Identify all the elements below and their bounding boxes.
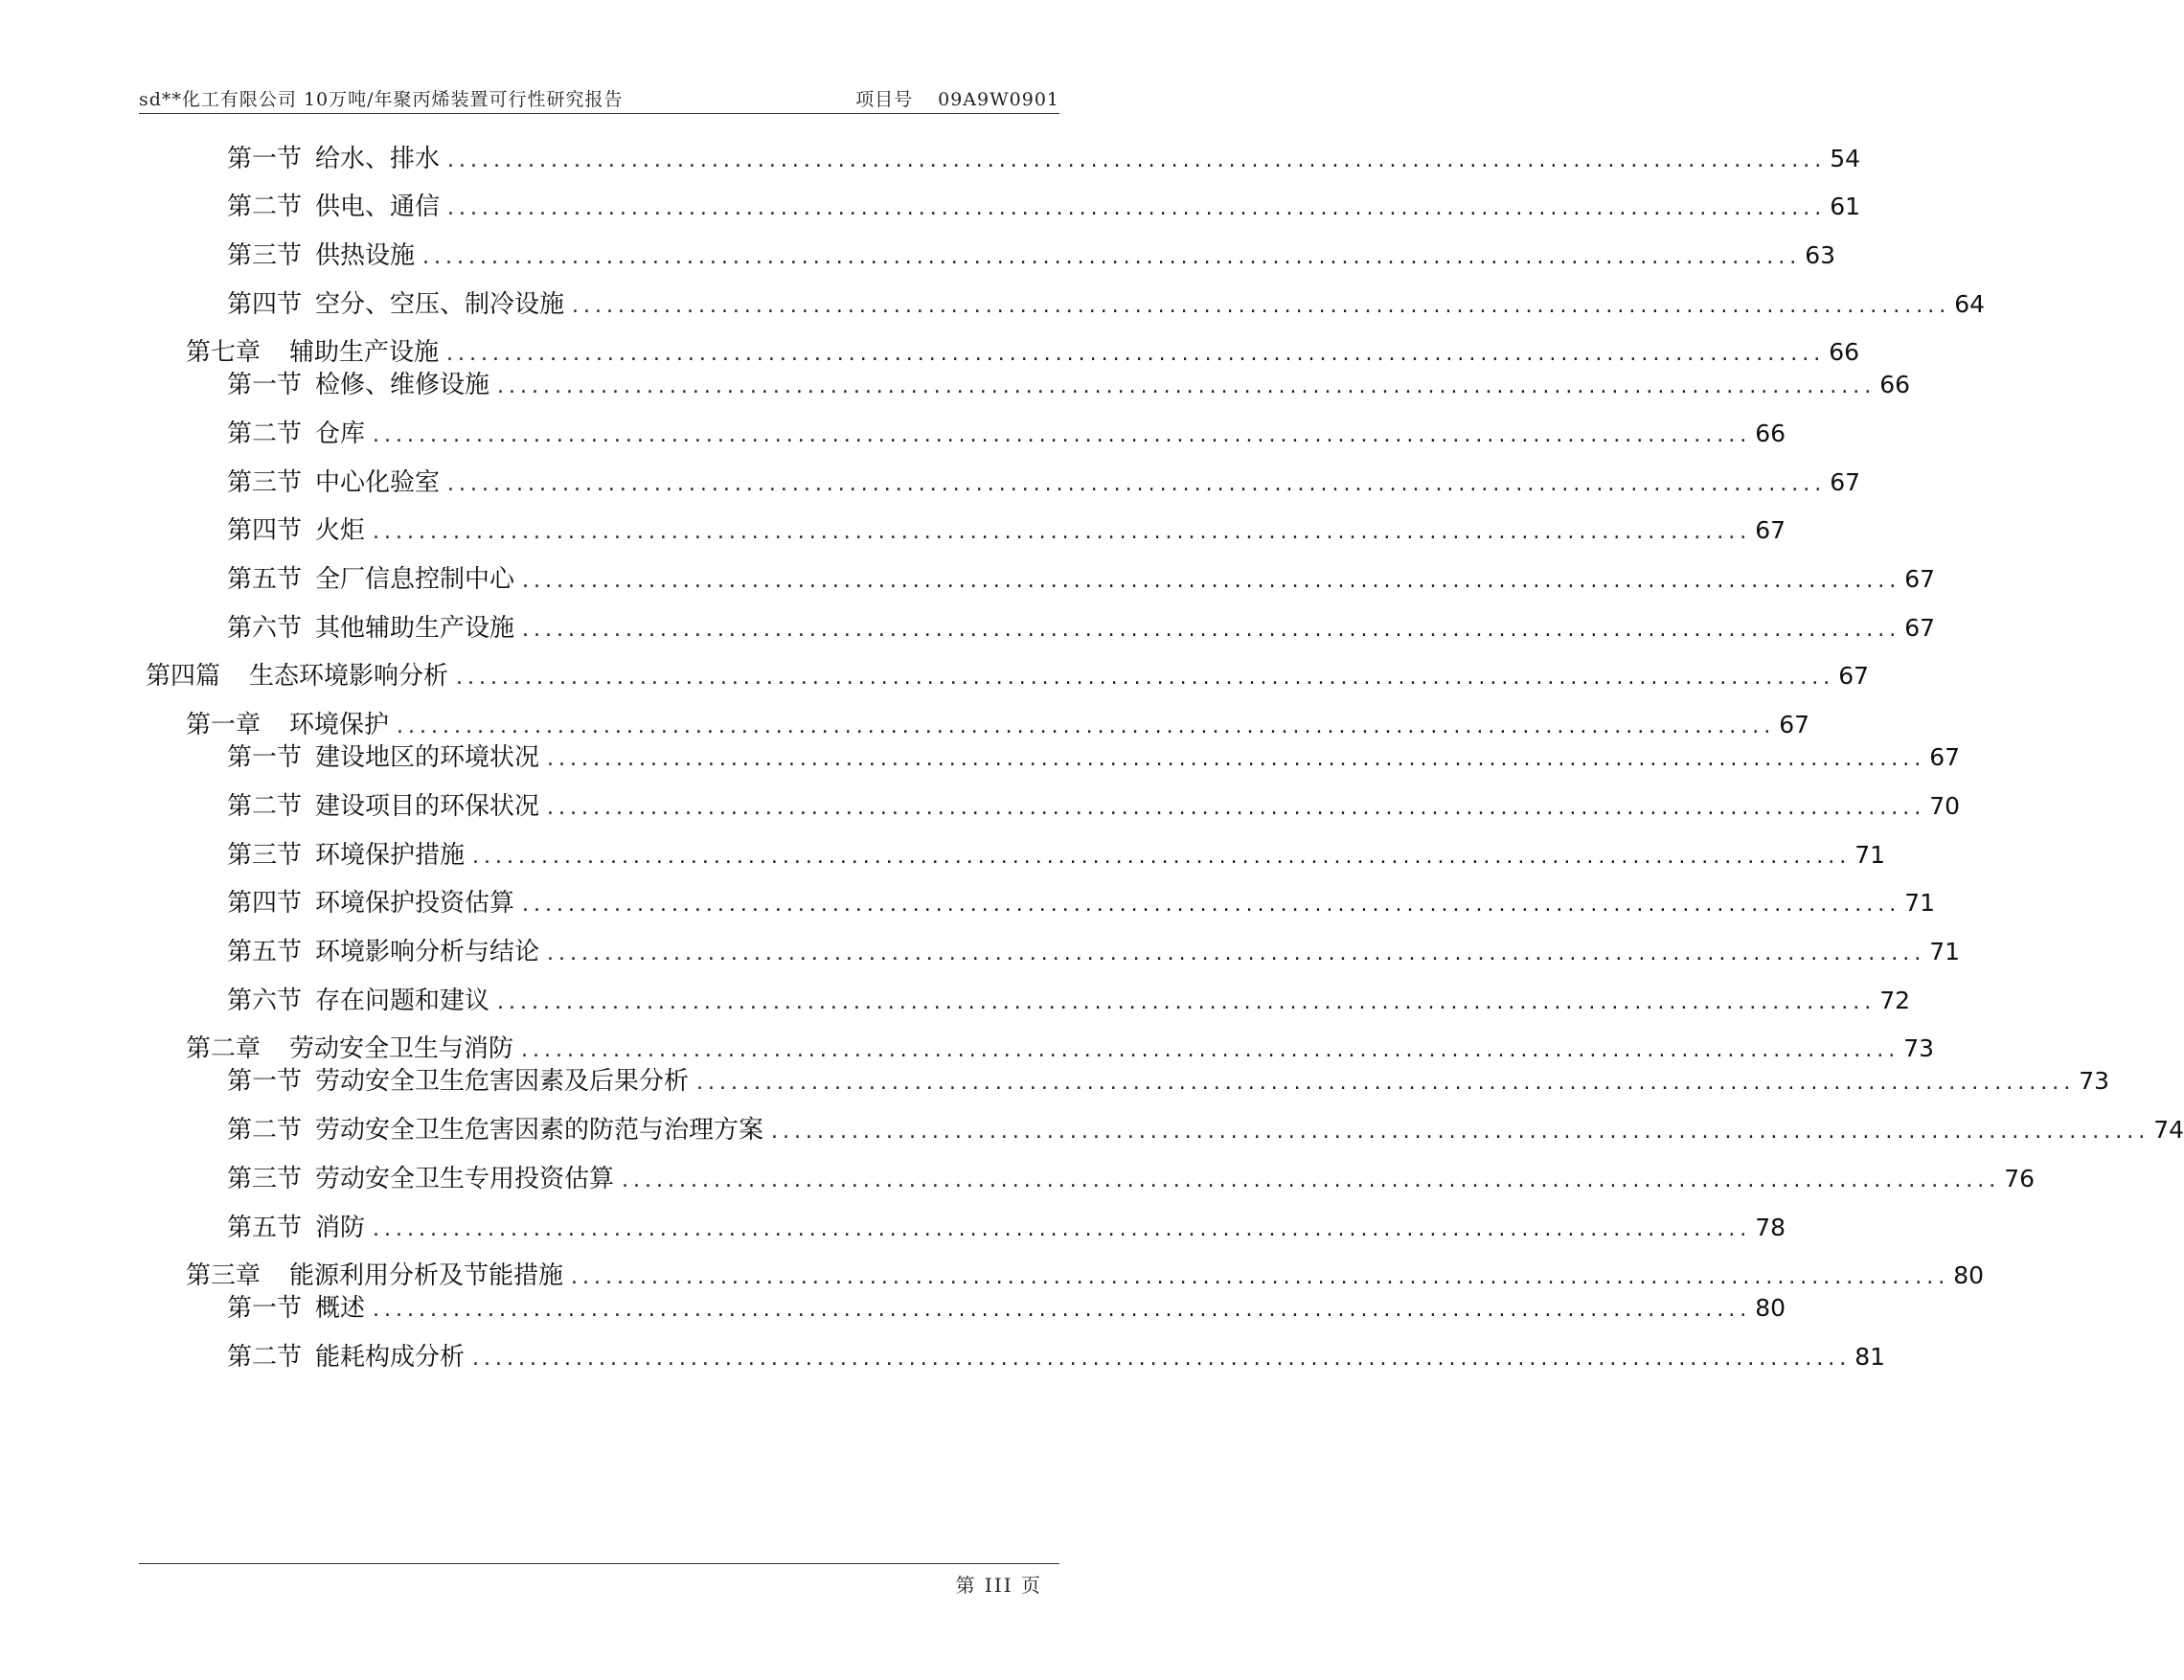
- toc-entry[interactable]: [227, 1162, 2036, 1196]
- toc-entry-prefix: 第三节: [227, 241, 303, 270]
- toc-dot-leader: ........................................................................................................................: [497, 990, 1877, 1014]
- toc-entry-title: 供热设施: [315, 241, 416, 270]
- toc-entry-title: 供电、通信: [315, 193, 441, 221]
- toc-entry-label: [227, 935, 539, 969]
- toc-dot-leader: ........................................................................................................................: [571, 1265, 1950, 1289]
- toc-entry-label: [227, 142, 440, 176]
- toc-entry-page-number: 66: [1879, 371, 1911, 398]
- toc-entry[interactable]: [227, 142, 1861, 176]
- toc-entry-title: 劳动安全卫生与消防: [289, 1034, 514, 1063]
- toc-entry-title: 生态环境影响分析: [249, 662, 449, 691]
- toc-entry-title: 火炬: [315, 516, 366, 545]
- toc-entry-title: 环境影响分析与结论: [315, 938, 540, 966]
- toc-entry-page-number: 67: [1929, 743, 1961, 771]
- toc-dot-leader: ........................................................................................................................: [472, 845, 1852, 869]
- toc-entry-prefix: 第一节: [227, 371, 303, 399]
- toc-entry-label: [227, 1340, 465, 1374]
- toc-entry-title: 全厂信息控制中心: [315, 565, 515, 594]
- toc-entry[interactable]: [227, 417, 1786, 451]
- toc-entry-prefix: 第一节: [227, 1294, 303, 1323]
- toc-entry-label: [227, 789, 539, 824]
- toc-entry[interactable]: [227, 886, 1936, 920]
- toc-entry-prefix: 第一节: [227, 145, 303, 173]
- toc-dot-leader: ........................................................................................................................: [373, 423, 1752, 447]
- toc-entry-page-number: 71: [1929, 938, 1961, 965]
- toc-entry[interactable]: [227, 513, 1786, 548]
- toc-entry-prefix: 第五节: [227, 938, 303, 966]
- toc-entry-label: [227, 238, 415, 273]
- toc-entry-prefix: 第六节: [227, 987, 303, 1015]
- toc-entry-prefix: 第三节: [227, 1165, 303, 1193]
- toc-entry-prefix: 第四节: [227, 889, 303, 918]
- toc-entry-prefix: 第四节: [227, 516, 303, 545]
- toc-entry-prefix: 第一节: [227, 1067, 303, 1096]
- toc-entry-page-number: 61: [1830, 193, 1861, 220]
- footer-page-number: 第 III 页: [955, 1574, 1042, 1597]
- toc-dot-leader: ........................................................................................................................: [572, 294, 1951, 318]
- toc-entry-page-number: 81: [1854, 1343, 1886, 1371]
- toc-dot-leader: ........................................................................................................................: [373, 520, 1752, 544]
- toc-entry-prefix: 第三节: [227, 468, 303, 497]
- toc-entry-prefix: 第五节: [227, 1214, 303, 1242]
- toc-entry-page-number: 74: [2153, 1116, 2184, 1144]
- toc-dot-leader: ........................................................................................................................: [522, 569, 1901, 593]
- toc-entry-page-number: 67: [1755, 516, 1786, 544]
- toc-entry-page-number: 63: [1805, 241, 1836, 269]
- toc-entry-label: [227, 1064, 689, 1099]
- toc-entry-title: 环境保护措施: [315, 841, 466, 870]
- toc-entry[interactable]: [186, 1032, 1935, 1066]
- toc-entry-page-number: 54: [1830, 145, 1861, 172]
- toc-entry-title: 空分、空压、制冷设施: [315, 290, 565, 319]
- toc-dot-leader: ........................................................................................................................: [456, 666, 1835, 690]
- toc-entry-title: 其他辅助生产设施: [315, 614, 515, 643]
- toc-entry-title: 存在问题和建议: [315, 987, 490, 1015]
- header-project-label: 项目号: [855, 89, 914, 110]
- header-title: sd**化工有限公司 10万吨/年聚丙烯装置可行性研究报告: [139, 89, 624, 110]
- toc-dot-leader: ........................................................................................................................: [447, 148, 1827, 172]
- toc-dot-leader: ........................................................................................................................: [547, 747, 1926, 771]
- toc-dot-leader: ........................................................................................................................: [547, 942, 1926, 965]
- toc-entry[interactable]: [227, 287, 1986, 322]
- toc-entry-prefix: 第四节: [227, 290, 303, 319]
- toc-entry-title: 劳动安全卫生专用投资估算: [315, 1165, 615, 1193]
- toc-dot-leader: ........................................................................................................................: [397, 715, 1776, 738]
- toc-entry-title: 中心化验室: [315, 468, 441, 497]
- toc-entry-label: [227, 513, 365, 548]
- toc-entry-label: [227, 1211, 365, 1245]
- toc-entry[interactable]: [227, 562, 1936, 597]
- toc-entry[interactable]: [186, 1259, 1985, 1293]
- toc-entry-label: [227, 1162, 614, 1196]
- header-project-number: 09A9W0901: [938, 89, 1059, 110]
- toc-entry-page-number: 72: [1879, 987, 1911, 1014]
- toc-dot-leader: ........................................................................................................................: [373, 1217, 1752, 1241]
- toc-entry-title: 劳动安全卫生危害因素及后果分析: [315, 1067, 690, 1096]
- toc-entry-label: [227, 368, 489, 402]
- toc-entry-page-number: 73: [1903, 1034, 1935, 1062]
- toc-entry[interactable]: [227, 984, 1911, 1018]
- toc-entry-label: [227, 417, 365, 451]
- toc-entry-title: 给水、排水: [315, 145, 441, 173]
- toc-entry-prefix: 第三章: [186, 1261, 262, 1290]
- toc-dot-leader: ........................................................................................................................: [373, 1298, 1752, 1322]
- toc-entry-page-number: 76: [2004, 1165, 2036, 1192]
- toc-entry-label: [227, 886, 514, 920]
- toc-entry-prefix: 第二节: [227, 193, 303, 221]
- toc-entry-prefix: 第四篇: [146, 662, 221, 691]
- toc-entry[interactable]: [227, 740, 1961, 775]
- toc-entry-label: [227, 562, 514, 597]
- toc-entry-page-number: 64: [1954, 290, 1986, 318]
- toc-dot-leader: ........................................................................................................................: [422, 245, 1802, 269]
- toc-entry-title: 概述: [315, 1294, 366, 1323]
- toc-entry-page-number: 67: [1904, 614, 1936, 642]
- toc-entry-title: 环境保护投资估算: [315, 889, 515, 918]
- toc-entry-page-number: 71: [1854, 841, 1886, 869]
- toc-entry-label: [186, 1032, 513, 1066]
- toc-entry-title: 能源利用分析及节能措施: [289, 1261, 564, 1290]
- toc-dot-leader: ........................................................................................................................: [447, 196, 1827, 220]
- toc-entry-label: [227, 465, 440, 500]
- toc-entry[interactable]: [186, 708, 1810, 742]
- toc-entry[interactable]: [227, 789, 1961, 824]
- toc-dot-leader: ........................................................................................................................: [547, 796, 1926, 820]
- toc-entry-title: 消防: [315, 1214, 366, 1242]
- toc-dot-leader: ........................................................................................................................: [522, 893, 1901, 917]
- toc-entry[interactable]: [227, 1211, 1786, 1245]
- toc-entry-prefix: 第一章: [186, 711, 262, 739]
- toc-entry-label: [227, 984, 489, 1018]
- toc-entry[interactable]: [227, 935, 1961, 969]
- toc-entry-prefix: 第一节: [227, 743, 303, 772]
- toc-entry[interactable]: [227, 190, 1861, 224]
- toc-dot-leader: ........................................................................................................................: [521, 1038, 1900, 1062]
- toc-entry-page-number: 67: [1779, 711, 1810, 738]
- toc-entry-page-number: 71: [1904, 889, 1936, 917]
- toc-entry[interactable]: [227, 238, 1836, 273]
- toc-entry[interactable]: [186, 335, 1860, 370]
- toc-dot-leader: ........................................................................................................................: [472, 1347, 1852, 1371]
- toc-entry[interactable]: [146, 659, 1870, 693]
- toc-entry-prefix: 第五节: [227, 565, 303, 594]
- toc-entry-prefix: 第二节: [227, 792, 303, 821]
- toc-entry-label: [227, 611, 514, 646]
- toc-entry-prefix: 第七章: [186, 338, 262, 367]
- toc-entry-page-number: 66: [1829, 338, 1860, 366]
- toc-entry[interactable]: [227, 465, 1861, 500]
- page-header: [139, 84, 1059, 114]
- toc-dot-leader: ........................................................................................................................: [447, 472, 1827, 496]
- toc-entry-prefix: 第二节: [227, 420, 303, 448]
- toc-entry[interactable]: [227, 1113, 2184, 1147]
- toc-entry-title: 劳动安全卫生危害因素的防范与治理方案: [315, 1116, 764, 1145]
- toc-entry-page-number: 80: [1953, 1261, 1985, 1289]
- toc-entry-label: [227, 740, 539, 775]
- toc-entry-label: [227, 287, 564, 322]
- toc-entry-prefix: 第三节: [227, 841, 303, 870]
- toc-entry[interactable]: [227, 611, 1936, 646]
- toc-entry-page-number: 67: [1838, 662, 1870, 690]
- toc-entry-label: [227, 1291, 365, 1326]
- toc-entry[interactable]: [227, 1340, 1886, 1374]
- toc-entry-prefix: 第二章: [186, 1034, 262, 1063]
- toc-entry-title: 环境保护: [289, 711, 390, 739]
- toc-entry-label: [227, 1113, 763, 1147]
- toc-entry-prefix: 第六节: [227, 614, 303, 643]
- toc-dot-leader: ........................................................................................................................: [446, 342, 1826, 366]
- toc-entry-page-number: 70: [1929, 792, 1961, 820]
- toc-entry-page-number: 67: [1904, 565, 1936, 593]
- toc-entry-label: [186, 708, 389, 742]
- toc-entry-page-number: 66: [1755, 420, 1786, 447]
- toc-dot-leader: ........................................................................................................................: [622, 1169, 2001, 1192]
- toc-entry-title: 能耗构成分析: [315, 1343, 466, 1372]
- toc-entry-prefix: 第二节: [227, 1116, 303, 1145]
- toc-dot-leader: ........................................................................................................................: [771, 1120, 2150, 1144]
- toc-dot-leader: ........................................................................................................................: [696, 1071, 2076, 1095]
- header-project: [855, 85, 1059, 111]
- toc-entry-title: 检修、维修设施: [315, 371, 490, 399]
- toc-entry-title: 建设项目的环保状况: [315, 792, 540, 821]
- toc-entry-title: 辅助生产设施: [289, 338, 440, 367]
- toc-entry-label: [186, 1259, 563, 1293]
- toc-entry[interactable]: [227, 1291, 1786, 1326]
- toc-entry-page-number: 80: [1755, 1294, 1786, 1322]
- toc-entry[interactable]: [227, 1064, 2110, 1099]
- toc-entry-label: [146, 659, 448, 693]
- toc-entry-label: [227, 190, 440, 224]
- toc-entry-title: 建设地区的环境状况: [315, 743, 540, 772]
- page-footer: [139, 1563, 1059, 1597]
- toc-entry-title: 仓库: [315, 420, 366, 448]
- toc-entry[interactable]: [227, 368, 1911, 402]
- toc-entry-page-number: 67: [1830, 468, 1861, 496]
- toc-entry-page-number: 78: [1755, 1214, 1786, 1241]
- toc-entry-label: [227, 838, 465, 873]
- toc-entry[interactable]: [227, 838, 1886, 873]
- toc-entry-page-number: 73: [2079, 1067, 2110, 1095]
- toc-entry-prefix: 第二节: [227, 1343, 303, 1372]
- toc-entry-label: [186, 335, 439, 370]
- toc-dot-leader: ........................................................................................................................: [522, 618, 1901, 642]
- toc-dot-leader: ........................................................................................................................: [497, 375, 1877, 398]
